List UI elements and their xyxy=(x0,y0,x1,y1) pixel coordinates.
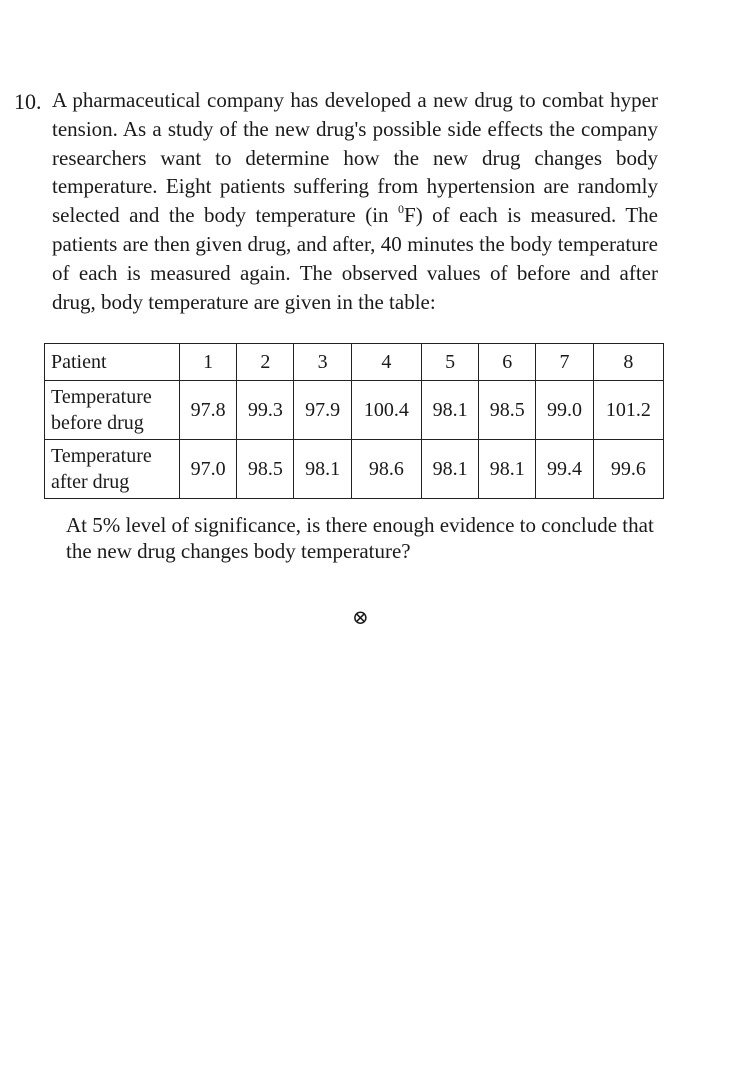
table-cell: 98.1 xyxy=(421,381,478,440)
question-text-part-1: A pharmaceutical company has developed a new drug to combat hyper tension. As a study of the new drug's possible side effects the company researchers want to determine how the new drug changes body temperature. Eight patients suffering from hypertension are randomly selected and the body temperature (in xyxy=(52,88,658,228)
table-cell: 98.1 xyxy=(479,440,536,499)
table-cell: 98.1 xyxy=(421,440,478,499)
question-closing: At 5% level of significance, is there enough evidence to conclude that the new drug changes body temperature? xyxy=(66,513,654,563)
table-row xyxy=(45,381,664,440)
table-cell: 99.6 xyxy=(593,440,663,499)
table-cell: 6 xyxy=(479,344,536,381)
table-cell: 1 xyxy=(180,344,237,381)
table-cell: 98.6 xyxy=(351,440,421,499)
table-row xyxy=(45,440,664,499)
circled-cross-mark: ⊗ xyxy=(352,607,369,629)
table-cell: 98.5 xyxy=(479,381,536,440)
table-row xyxy=(45,344,664,381)
unit-letter: F xyxy=(404,203,416,228)
table-cell: 97.0 xyxy=(180,440,237,499)
unit-superscript: 0 xyxy=(398,202,405,217)
temperature-table xyxy=(44,343,664,499)
table-cell: 97.8 xyxy=(180,381,237,440)
question-text xyxy=(52,86,658,316)
table-cell: 99.3 xyxy=(237,381,294,440)
table-cell: 2 xyxy=(237,344,294,381)
row-header: Patient xyxy=(45,344,180,381)
question-number: 10. xyxy=(14,89,42,114)
table-cell: 97.9 xyxy=(294,381,351,440)
table-cell: 101.2 xyxy=(593,381,663,440)
table-cell: 3 xyxy=(294,344,351,381)
table-cell: 99.4 xyxy=(536,440,593,499)
table-cell: 99.0 xyxy=(536,381,593,440)
row-header: Temperature before drug xyxy=(45,381,180,440)
table-cell: 100.4 xyxy=(351,381,421,440)
question-text-part-2: ) of each is measured. The patients are then given drug, and after, 40 minutes the body temperature of each is measured again. The observed values of before and after drug, body temperature are given in the table: xyxy=(52,203,659,314)
table-cell: 5 xyxy=(421,344,478,381)
table-cell: 7 xyxy=(536,344,593,381)
table-cell: 4 xyxy=(351,344,421,381)
table-cell: 8 xyxy=(593,344,663,381)
table-cell: 98.1 xyxy=(294,440,351,499)
table-cell: 98.5 xyxy=(237,440,294,499)
row-header: Temperature after drug xyxy=(45,440,180,499)
